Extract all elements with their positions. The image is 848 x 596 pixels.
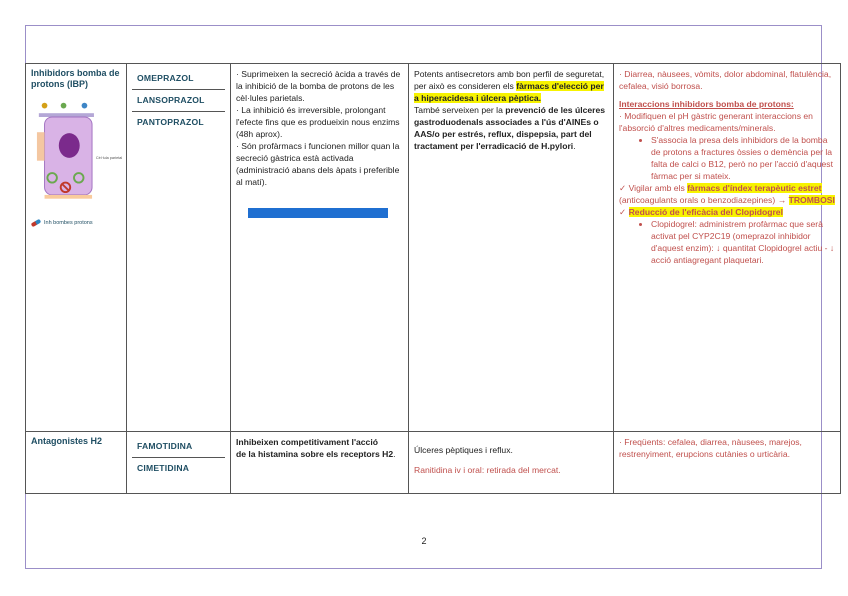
group-cell [26,64,127,432]
drug-list-cell [127,432,231,494]
group-cell [26,432,127,494]
bullet-list-2 [619,218,835,266]
bullet-list-1 [619,134,835,182]
adverse-text: · Freqüents: cefalea, diarrea, nàusees, marejos, restrenyiment, erupcions cutànies o urticària. [619,437,802,459]
drug-lansoprazol: LANSOPRAZOL [132,90,225,112]
bullet-fractures: • S'associa la presa dels inhibidors de la bomba de protons a fractures òssies o demència per la falta de calci o B12, però no per l'acció d'aquest fàrmac per si mateix. [651,134,835,182]
mechanism-cell [231,64,409,432]
mechanism-text: Inhibeixen competitivament l'acció de la histamina sobre els receptors H2. [236,437,396,459]
table-row [26,64,841,432]
mechanism-text-3: · Són profàrmacs i funcionen millor quan la secreció gàstrica està activada (administració abans dels àpats i preferible al matí). [236,141,400,187]
drug-cimetidina: CIMETIDINA [137,463,190,473]
clopidogrel-title: ✓ Reducció de l'eficàcia del Clopidogrel [619,207,783,217]
adverse-cell [614,64,841,432]
indication-text-1: Potents antisecretors amb bon perfil de seguretat, per això es consideren els fàrmacs d'elecció per a hiperacidesa i úlcera pèptica. [414,69,605,103]
table-row [26,432,841,494]
bullet-clopidogrel: • Clopidogrel: administrem profàrmac que serà activat pel CYP2C19 (omeprazol inhibidor d'aquest enzim): ↓ quantitat Clopidogrel actiu - ↓ acció antiagregant plaquetari. [651,218,835,266]
parietal-cell-illustration [31,98,123,212]
indication-text: Úlceres pèptiques i reflux. [414,445,513,455]
ranitidina-note: Ranitidina iv i oral: retirada del mercat. [414,465,561,475]
ph-text: · Modifiquen el pH gàstric generant interaccions en l'absorció d'altres medicaments/minerals. [619,111,813,133]
svg-text:Cèl·lula parietal: Cèl·lula parietal [95,155,123,160]
adverse-cell [614,432,841,494]
indication-cell [409,432,614,494]
drug-pantoprazol: PANTOPRAZOL [137,117,204,127]
group-title: Antagonistes H2 [31,436,103,446]
mechanism-cell [231,432,409,494]
indication-text-2: També serveixen per la prevenció de les úlceres gastroduodenals associades a l'ús d'AINEs o AAS/o per estrés, reflux, dispepsia, part del tractament per l'erradicació de H.pylori. [414,105,606,151]
indication-cell [409,64,614,432]
adverse-intro: · Diarrea, nàusees, vòmits, dolor abdominal, flatulència, cefalea, visió borrosa. [619,69,832,91]
drug-famotidina: FAMOTIDINA [132,436,225,458]
blue-bar [248,208,388,218]
mechanism-text-1: · Suprimeixen la secreció àcida a través de la inhibició de la bomba de protons de les cèl·lules parietals. [236,69,401,103]
vigilar-text: ✓ Vigilar amb els fàrmacs d'índex terapèutic estret (anticoagulants orals o benzodiazepines) → TROMBOSI [619,183,835,205]
page-number: 2 [421,536,427,546]
drug-table [25,63,841,494]
drug-list-cell [127,64,231,432]
interactions-title: Interaccions inhibidors bomba de protons: [619,99,794,109]
image-caption: Inh bombes protons [31,217,121,229]
group-title: Inhibidors bomba de protons (IBP) [31,68,120,89]
pill-icon [31,219,42,227]
drug-omeprazol: OMEPRAZOL [132,68,225,90]
mechanism-text-2: · La inhibició és irreversible, prolongant l'efecte fins que es produeixin nous enzims (48h aprox). [236,105,400,139]
